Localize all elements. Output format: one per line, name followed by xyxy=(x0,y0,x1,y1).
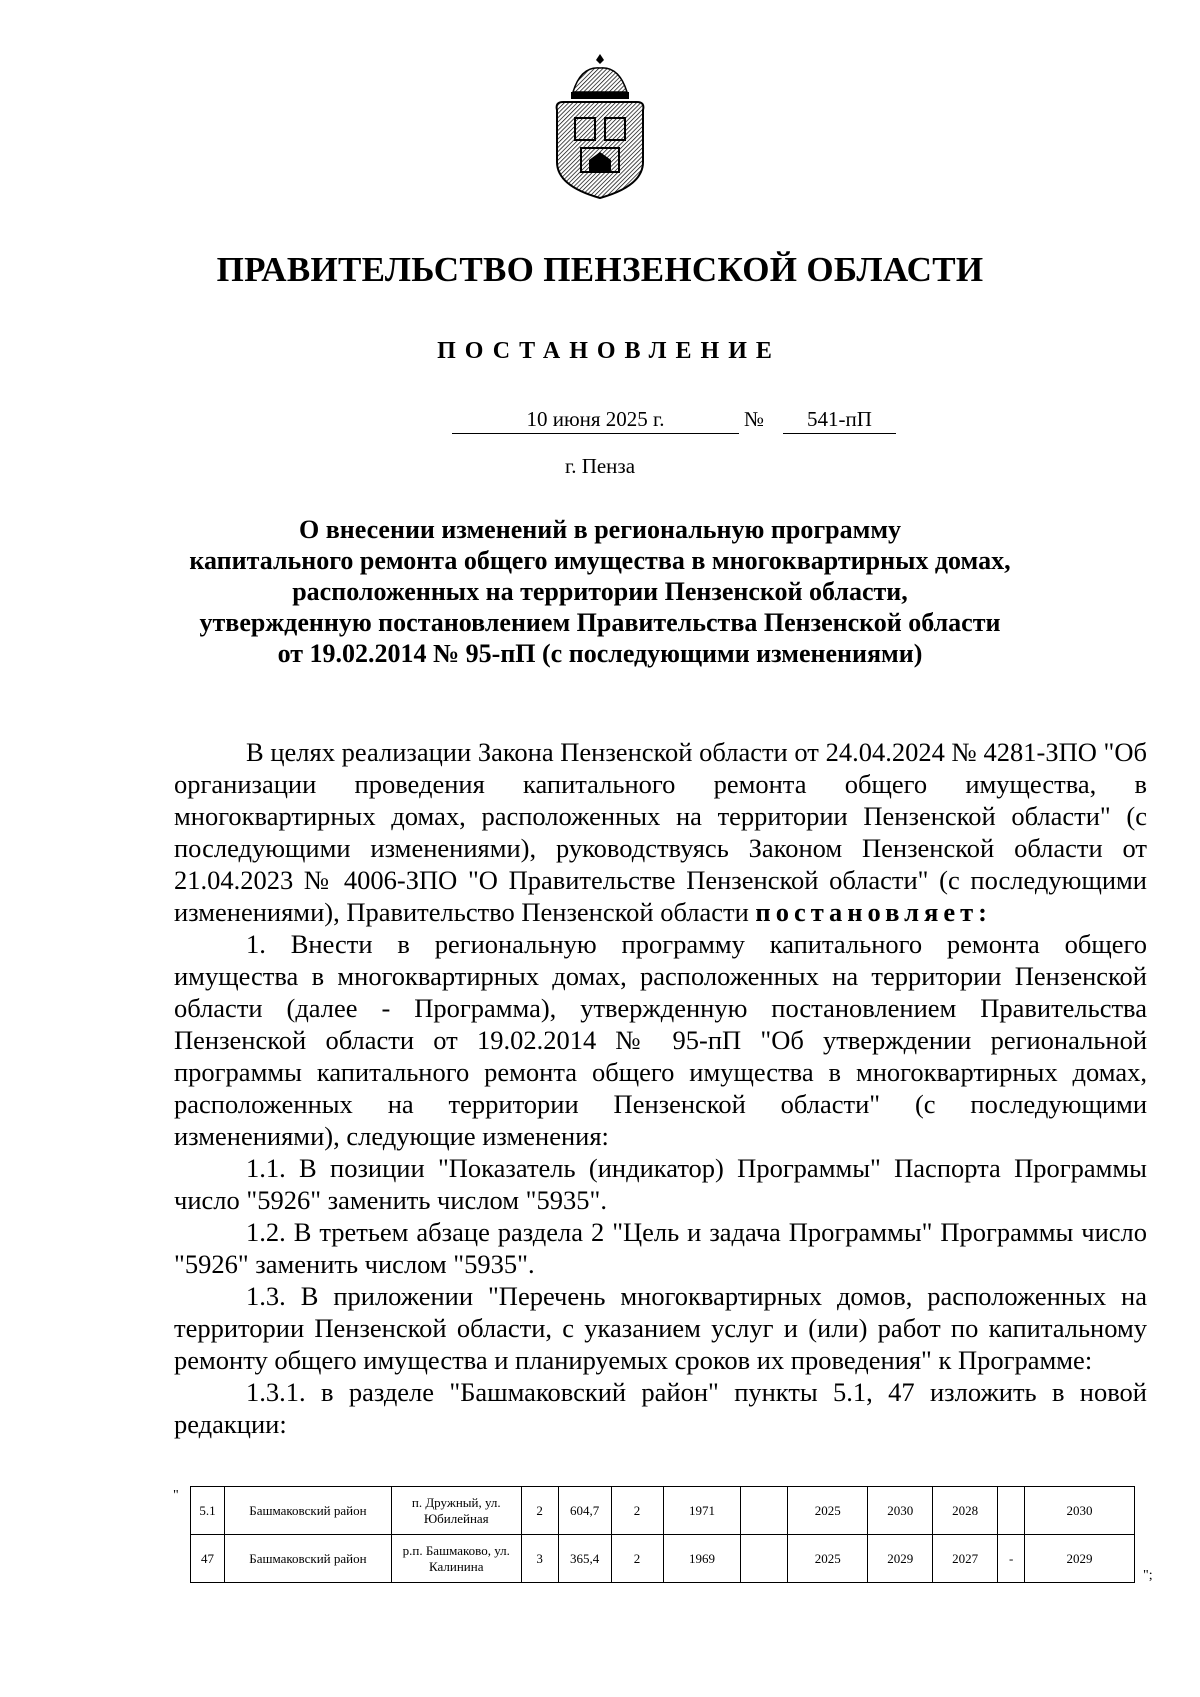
table-cell: 2025 xyxy=(788,1535,868,1583)
table-cell: 2027 xyxy=(933,1535,998,1583)
table-cell: 2030 xyxy=(868,1487,933,1535)
government-name: ПРАВИТЕЛЬСТВО ПЕНЗЕНСКОЙ ОБЛАСТИ xyxy=(216,250,984,289)
table-cell: р.п. Башмаково, ул. Калинина xyxy=(391,1535,521,1583)
title-line: О внесении изменений в региональную программу xyxy=(298,515,902,544)
table-cell: 3 xyxy=(521,1535,558,1583)
table-body xyxy=(191,1487,1135,1583)
table-cell: п. Дружный, ул. Юбилейная xyxy=(391,1487,521,1535)
table-cell xyxy=(741,1487,788,1535)
table-cell: Башмаковский район xyxy=(224,1487,391,1535)
table-cell: 47 xyxy=(191,1535,225,1583)
table-open-quote: " xyxy=(173,1488,179,1503)
preamble-paragraph xyxy=(174,736,1147,928)
table-row xyxy=(191,1487,1135,1535)
document-number: 541-пП xyxy=(783,407,896,434)
preamble-text: В целях реализации Закона Пензенской области от 24.04.2024 № 4281-ЗПО "Об организации проведения капитального ремонта общего имущества, в многоквартирных домах, расположенных на территории Пензенской области" (с последующими изменениями), руководствуясь Законом Пензенской области от 21.04.2023 № 4006-ЗПО "О Правительстве Пензенской области" (с последующими изменениями), Правительство Пензенской области xyxy=(174,737,1147,927)
paragraph-1-2: 1.2. В третьем абзаце раздела 2 "Цель и задача Программы" Программы число "5926" заменить числом "5935". xyxy=(174,1217,1147,1279)
table-cell: 1971 xyxy=(663,1487,741,1535)
table-cell xyxy=(998,1487,1025,1535)
document-title xyxy=(160,514,1040,669)
paragraph-1-3-1: 1.3.1. в разделе "Башмаковский район" пункты 5.1, 47 изложить в новой редакции: xyxy=(174,1377,1147,1439)
table-cell: 2029 xyxy=(1025,1535,1135,1583)
table-cell xyxy=(741,1535,788,1583)
title-line: утвержденную постановлением Правительства Пензенской области xyxy=(199,608,1001,637)
table-cell: 5.1 xyxy=(191,1487,225,1535)
table-cell: 2 xyxy=(521,1487,558,1535)
table-cell: 2025 xyxy=(788,1487,868,1535)
table-cell: 2029 xyxy=(868,1535,933,1583)
table-cell: Башмаковский район xyxy=(224,1535,391,1583)
decree-word: постановляет: xyxy=(755,897,992,927)
paragraph-1-1: 1.1. В позиции "Показатель (индикатор) Программы" Паспорта Программы число "5926" заменить числом "5935". xyxy=(174,1153,1147,1215)
table-cell: - xyxy=(998,1535,1025,1583)
number-sign: № xyxy=(744,407,765,431)
table-cell: 2030 xyxy=(1025,1487,1135,1535)
table-cell: 365,4 xyxy=(558,1535,611,1583)
paragraph-1: 1. Внести в региональную программу капитального ремонта общего имущества в многоквартирных домах, расположенных на территории Пензенской области (далее - Программа), утвержденную постановлением Правительства Пензенской области от 19.02.2014 № 95-пП "Об утверждении региональной программы капитального ремонта общего имущества в многоквартирных домах, расположенных на территории Пензенской области" (с последующими изменениями), следующие изменения: xyxy=(174,929,1147,1151)
document-body xyxy=(174,736,1147,1440)
table-cell: 1969 xyxy=(663,1535,741,1583)
table-cell: 2 xyxy=(611,1487,663,1535)
table-row xyxy=(191,1535,1135,1583)
title-line: от 19.02.2014 № 95-пП (с последующими изменениями) xyxy=(277,639,923,668)
title-line: расположенных на территории Пензенской области, xyxy=(292,577,908,606)
table-cell: 2 xyxy=(611,1535,663,1583)
document-type: ПОСТАНОВЛЕНИЕ xyxy=(437,338,781,364)
title-line: капитального ремонта общего имущества в многоквартирных домах, xyxy=(189,546,1011,575)
coat-of-arms-icon xyxy=(551,52,649,202)
city: г. Пенза xyxy=(564,454,636,478)
amendment-table xyxy=(190,1486,1135,1583)
table-cell: 604,7 xyxy=(558,1487,611,1535)
table-cell: 2028 xyxy=(933,1487,998,1535)
document-date: 10 июня 2025 г. xyxy=(452,407,739,434)
table-close-quote: "; xyxy=(1143,1568,1153,1583)
paragraph-1-3: 1.3. В приложении "Перечень многоквартирных домов, расположенных на территории Пензенской области, с указанием услуг и (или) работ по капитальному ремонту общего имущества и планируемых сроков их проведения" к Программе: xyxy=(174,1281,1147,1375)
